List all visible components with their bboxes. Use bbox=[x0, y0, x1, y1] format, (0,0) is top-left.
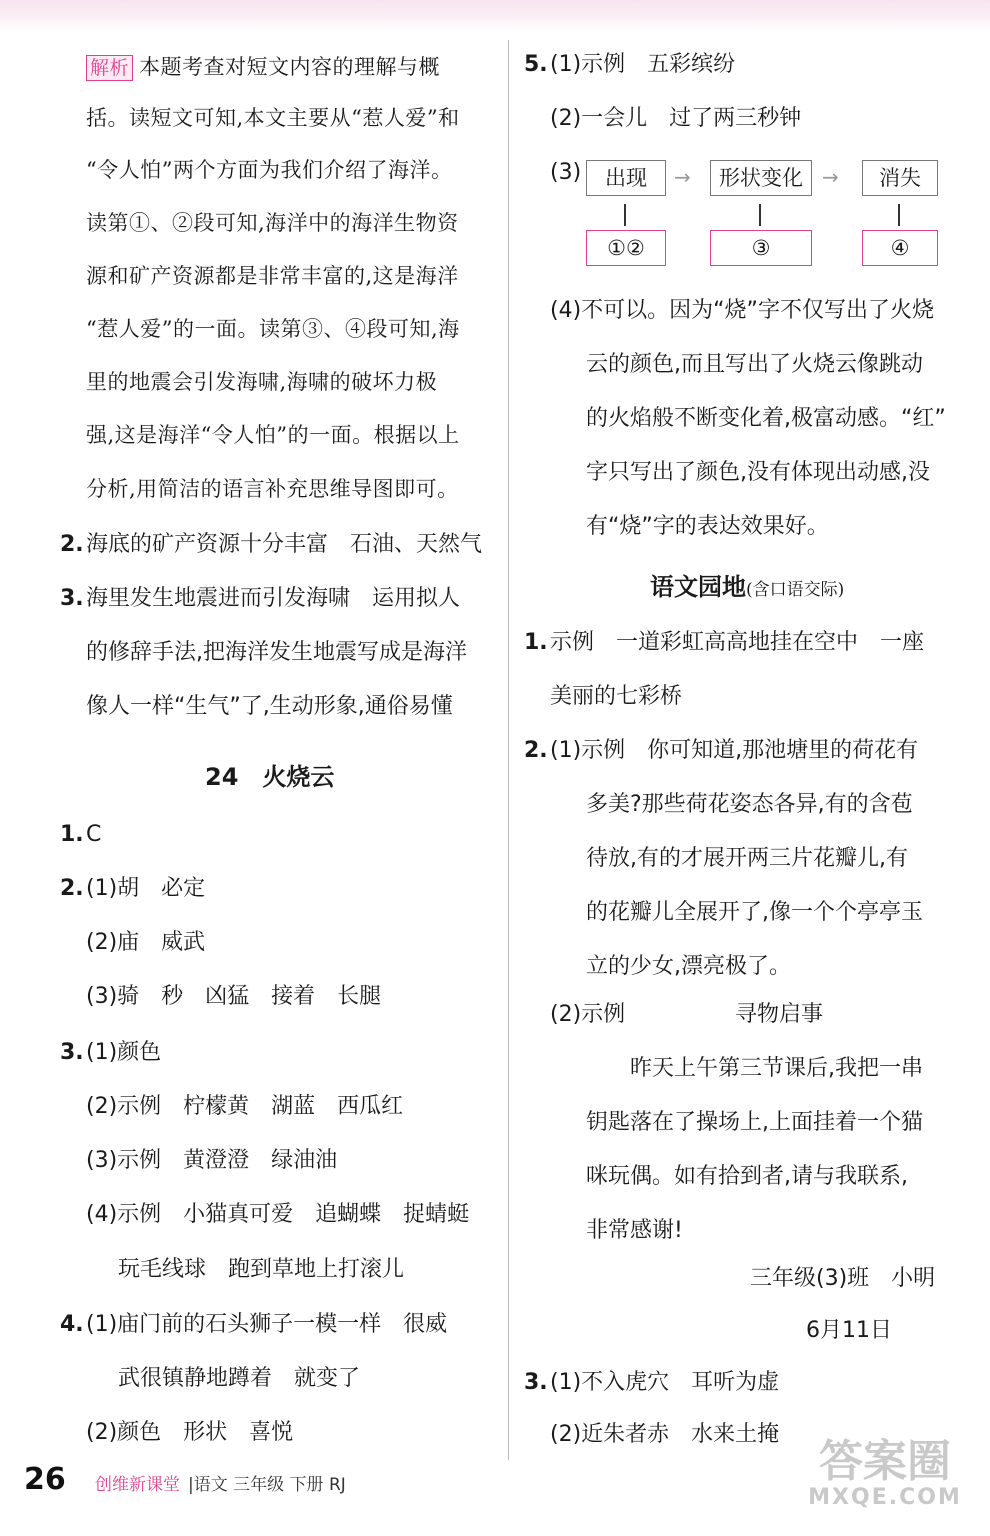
flow-connector-3 bbox=[898, 204, 900, 226]
page-number: 26 bbox=[24, 1462, 66, 1497]
s1-number: 1. bbox=[60, 822, 84, 847]
s3-line-1: (1)颜色 bbox=[86, 1040, 162, 1065]
footer-book-info: |语文 三年级 下册 RJ bbox=[188, 1475, 346, 1495]
s2-line-3: (3)骑 秒 凶猛 接着 长腿 bbox=[86, 984, 382, 1009]
g1-number: 1. bbox=[524, 630, 548, 655]
g1-line-1: 示例 一道彩虹高高地挂在空中 一座 bbox=[550, 630, 925, 655]
flow-box-disappear: 消失 bbox=[862, 160, 938, 196]
flow-connector-2 bbox=[759, 204, 761, 226]
column-divider bbox=[508, 40, 509, 1460]
s4-number: 4. bbox=[60, 1312, 84, 1337]
notice-title: 寻物启事 bbox=[735, 1002, 824, 1027]
q5-line-2: (2)一会儿 过了两三秒钟 bbox=[550, 106, 802, 131]
q3-line-2: 的修辞手法,把海洋发生地震写成是海洋 bbox=[86, 640, 467, 665]
q5-4-line-4: 字只写出了颜色,没有体现出动感,没 bbox=[586, 460, 930, 485]
garden-title: 语文园地 bbox=[650, 573, 746, 601]
flow-box-appear: 出现 bbox=[586, 160, 666, 196]
q2-answer: 海底的矿产资源十分丰富 石油、天然气 bbox=[86, 532, 483, 557]
q5-4-line-2: 云的颜色,而且写出了火烧云像跳动 bbox=[586, 352, 923, 377]
analysis-line-1: 解析 本题考查对短文内容的理解与概 bbox=[86, 52, 440, 82]
g2-number: 2. bbox=[524, 738, 548, 763]
analysis-line-5: 源和矿产资源都是非常丰富的,这是海洋 bbox=[86, 264, 459, 288]
analysis-line-4: 读第①、②段可知,海洋中的海洋生物资 bbox=[86, 211, 459, 235]
g2-line-5: 立的少女,漂亮极了。 bbox=[586, 954, 791, 979]
watermark-main: 答案圈 bbox=[819, 1436, 951, 1487]
footer-brand: 创维新课堂 bbox=[95, 1475, 180, 1495]
garden-heading bbox=[650, 572, 844, 605]
watermark bbox=[790, 1436, 980, 1530]
notice-signature: 三年级(3)班 小明 bbox=[750, 1266, 936, 1291]
q3-line-3: 像人一样“生气”了,生动形象,通俗易懂 bbox=[86, 694, 453, 719]
garden-subtitle: (含口语交际) bbox=[746, 580, 845, 600]
s3-line-5: 玩毛线球 跑到草地上打滚儿 bbox=[118, 1257, 405, 1282]
q5-4-line-3: 的火焰般不断变化着,极富动感。“红” bbox=[586, 406, 946, 431]
s4-line-2: 武很镇静地蹲着 就变了 bbox=[118, 1366, 361, 1391]
flow-connector-1 bbox=[624, 204, 626, 226]
q5-number: 5. bbox=[524, 52, 548, 77]
s2-number: 2. bbox=[60, 876, 84, 901]
analysis-line-2: 括。读短文可知,本文主要从“惹人爱”和 bbox=[86, 106, 460, 130]
s2-line-2: (2)庙 威武 bbox=[86, 930, 206, 955]
flow-box-change: 形状变化 bbox=[710, 160, 812, 196]
g2-line-4: 的花瓣儿全展开了,像一个个亭亭玉 bbox=[586, 900, 923, 925]
g3-number: 3. bbox=[524, 1370, 548, 1395]
g2-line-1: (1)示例 你可知道,那池塘里的荷花有 bbox=[550, 738, 919, 763]
top-decorative-band bbox=[0, 0, 990, 30]
g1-line-2: 美丽的七彩桥 bbox=[550, 684, 683, 709]
g2-2-label: (2)示例 bbox=[550, 1002, 626, 1027]
notice-date: 6月11日 bbox=[806, 1318, 892, 1343]
g3-line-2: (2)近朱者赤 水来土掩 bbox=[550, 1422, 780, 1447]
notice-line-4: 非常感谢! bbox=[586, 1218, 683, 1243]
q5-line-1: (1)示例 五彩缤纷 bbox=[550, 52, 736, 77]
s1-answer: C bbox=[86, 822, 102, 847]
s3-number: 3. bbox=[60, 1040, 84, 1065]
flow-arrow-1: → bbox=[674, 165, 691, 189]
q3-number: 3. bbox=[60, 586, 84, 611]
analysis-line-8: 强,这是海洋“令人怕”的一面。根据以上 bbox=[86, 423, 460, 447]
analysis-line-7: 里的地震会引发海啸,海啸的破坏力极 bbox=[86, 370, 438, 394]
s4-line-3: (2)颜色 形状 喜悦 bbox=[86, 1420, 294, 1445]
q3-line-1: 海里发生地震进而引发海啸 运用拟人 bbox=[86, 586, 461, 611]
g3-line-1: (1)不入虎穴 耳听为虚 bbox=[550, 1370, 780, 1395]
analysis-line-6: “惹人爱”的一面。读第③、④段可知,海 bbox=[86, 317, 460, 341]
analysis-tag: 解析 bbox=[86, 55, 133, 81]
q5-3-label: (3) bbox=[550, 160, 582, 185]
g2-line-3: 待放,有的才展开两三片花瓣儿,有 bbox=[586, 846, 908, 871]
s3-line-3: (3)示例 黄澄澄 绿油油 bbox=[86, 1148, 338, 1173]
q5-4-line-5: 有“烧”字的表达效果好。 bbox=[586, 514, 829, 539]
s3-line-2: (2)示例 柠檬黄 湖蓝 西瓜红 bbox=[86, 1094, 404, 1119]
flow-answer-1: ①② bbox=[586, 230, 666, 266]
flow-answer-2: ③ bbox=[710, 230, 812, 266]
notice-line-3: 咪玩偶。如有拾到者,请与我联系, bbox=[586, 1164, 908, 1189]
q2-number: 2. bbox=[60, 532, 84, 557]
section-title-24: 24 火烧云 bbox=[205, 763, 335, 791]
s2-line-1: (1)胡 必定 bbox=[86, 876, 206, 901]
watermark-url: MXQE.COM bbox=[808, 1485, 962, 1510]
notice-line-1: 昨天上午第三节课后,我把一串 bbox=[630, 1056, 923, 1081]
analysis-line-3: “令人怕”两个方面为我们介绍了海洋。 bbox=[86, 158, 453, 182]
flow-arrow-2: → bbox=[822, 165, 839, 189]
g2-line-2: 多美?那些荷花姿态各异,有的含苞 bbox=[586, 792, 913, 817]
s4-line-1: (1)庙门前的石头狮子一模一样 很威 bbox=[86, 1312, 448, 1337]
s3-line-4: (4)示例 小猫真可爱 追蝴蝶 捉蜻蜓 bbox=[86, 1202, 470, 1227]
notice-line-2: 钥匙落在了操场上,上面挂着一个猫 bbox=[586, 1110, 923, 1135]
flow-answer-3: ④ bbox=[862, 230, 938, 266]
q5-4-line-1: (4)不可以。因为“烧”字不仅写出了火烧 bbox=[550, 298, 934, 323]
analysis-line-9: 分析,用简洁的语言补充思维导图即可。 bbox=[86, 477, 459, 501]
